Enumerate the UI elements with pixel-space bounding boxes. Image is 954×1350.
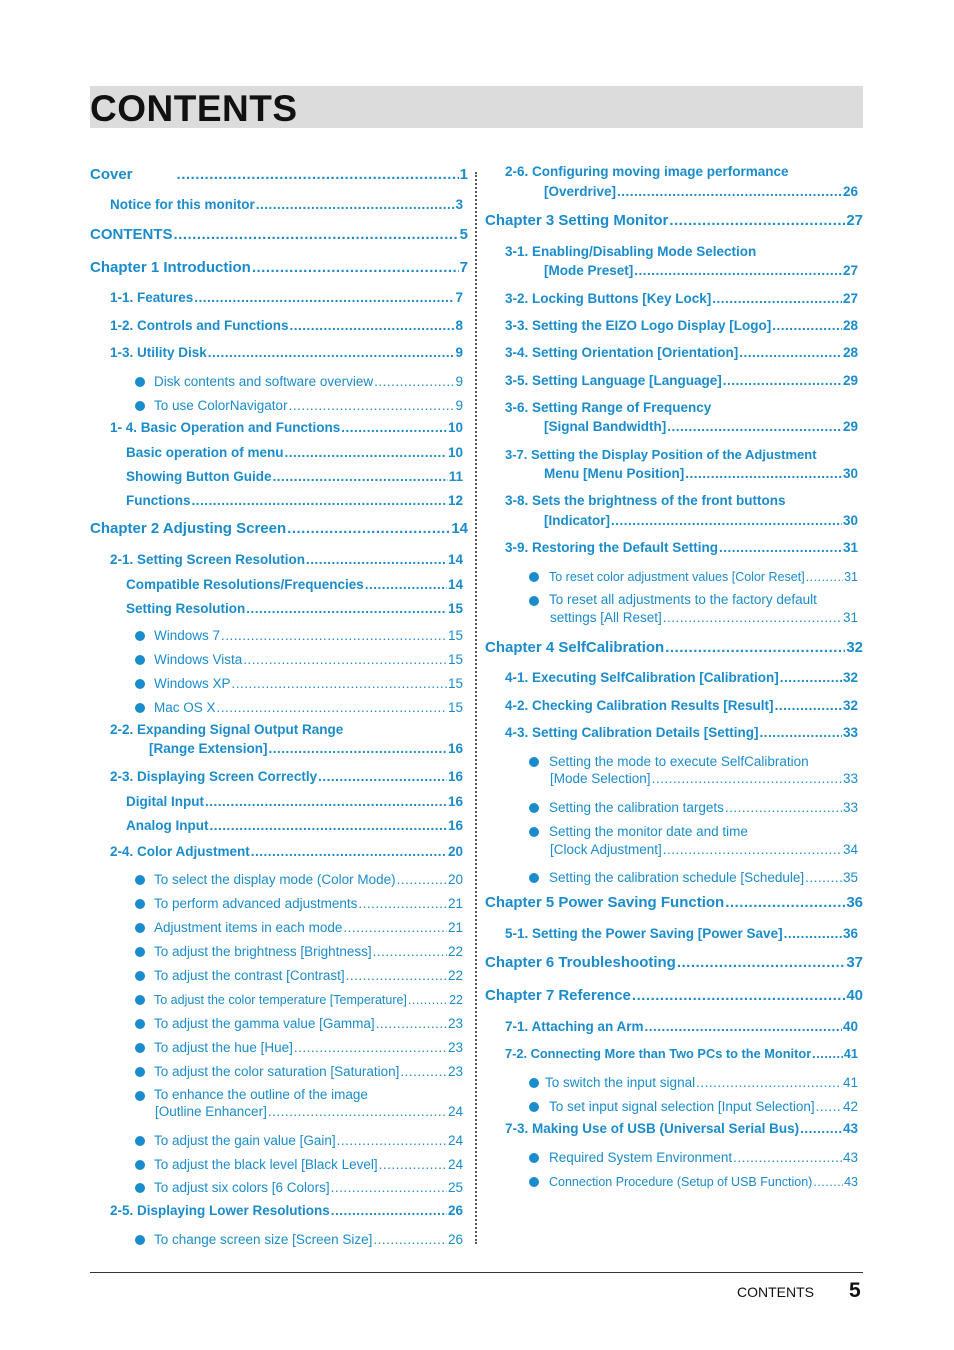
toc-entry-color-mode[interactable]: To select the display mode (Color Mode) ..... 20 [154, 871, 463, 889]
bullet-icon [135, 971, 145, 981]
toc-entry-adjustment-items[interactable]: Adjustment items in each mode ..... 21 [154, 919, 463, 937]
toc-entry-mac-os-x[interactable]: Mac OS X ..... 15 [154, 699, 463, 717]
toc-entry-2-6[interactable]: [Overdrive] ..... 26 [544, 183, 858, 201]
toc-entry-advanced-adjustments[interactable]: To perform advanced adjustments ..... 21 [154, 895, 463, 913]
toc-entry-3-1-line1: 3-1. Enabling/Disabling Mode Selection [505, 244, 757, 259]
toc-entry-setting-resolution[interactable]: Setting Resolution ..... 15 [126, 600, 463, 618]
bullet-icon [135, 703, 145, 713]
footer-section-label: CONTENTS [737, 1284, 814, 1300]
toc-entry-2-6-line1: 2-6. Configuring moving image performance [505, 164, 789, 179]
toc-entry-4-2[interactable]: 4-2. Checking Calibration Results [Result] ..... 32 [505, 697, 858, 715]
bullet-icon [135, 1183, 145, 1193]
toc-entry-contrast[interactable]: To adjust the contrast [Contrast] ..... 22 [154, 967, 463, 985]
bullet-icon [529, 873, 539, 883]
bullet-icon [135, 995, 145, 1005]
toc-entry-compatible-resolutions[interactable]: Compatible Resolutions/Frequencies ..... 14 [126, 576, 463, 594]
toc-entry-usb-connection[interactable]: Connection Procedure (Setup of USB Function) ..... 43 [549, 1173, 858, 1191]
toc-entry-1-2[interactable]: 1-2. Controls and Functions ..... 8 [110, 317, 463, 335]
bullet-icon [529, 1153, 539, 1163]
toc-entry-chapter-3[interactable]: Chapter 3 Setting Monitor ..... 27 [485, 211, 863, 230]
bullet-icon [135, 401, 145, 411]
toc-entry-3-5[interactable]: 3-5. Setting Language [Language] ..... 29 [505, 372, 858, 390]
toc-entry-3-7-line1: 3-7. Setting the Display Position of the Adjustment [505, 447, 817, 462]
toc-entry-1-3[interactable]: 1-3. Utility Disk ..... 9 [110, 344, 463, 362]
bullet-icon [135, 631, 145, 641]
toc-entry-5-1[interactable]: 5-1. Setting the Power Saving [Power Save] ..... 36 [505, 925, 858, 943]
toc-entry-2-4[interactable]: 2-4. Color Adjustment ..... 20 [110, 843, 463, 861]
toc-entry-2-2-line1: 2-2. Expanding Signal Output Range [110, 722, 344, 737]
footer-page-number: 5 [849, 1279, 861, 1302]
toc-entry-cover[interactable]: Cover ..... 1 [90, 165, 468, 184]
toc-entry-input-selection[interactable]: To set input signal selection [Input Selection] ..... 42 [549, 1098, 858, 1116]
bullet-icon [135, 1067, 145, 1077]
toc-entry-analog-input[interactable]: Analog Input ..... 16 [126, 817, 463, 835]
toc-entry-2-2[interactable]: [Range Extension] ..... 16 [149, 740, 463, 758]
toc-entry-gamma[interactable]: To adjust the gamma value [Gamma] ..... 23 [154, 1015, 463, 1033]
bullet-icon [529, 1177, 539, 1187]
toc-entry-saturation[interactable]: To adjust the color saturation [Saturation] ..... 23 [154, 1063, 463, 1081]
toc-entry-chapter-2[interactable]: Chapter 2 Adjusting Screen ..... 14 [90, 519, 468, 538]
toc-entry-hue[interactable]: To adjust the hue [Hue] ..... 23 [154, 1039, 463, 1057]
bullet-icon [135, 377, 145, 387]
toc-entry-chapter-6[interactable]: Chapter 6 Troubleshooting ..... 37 [485, 953, 863, 972]
toc-entry-all-reset-line1: To reset all adjustments to the factory default [549, 592, 817, 607]
toc-entry-outline-line1: To enhance the outline of the image [154, 1087, 368, 1102]
toc-entry-six-colors[interactable]: To adjust six colors [6 Colors] ..... 25 [154, 1179, 463, 1197]
bullet-icon [135, 1043, 145, 1053]
toc-entry-color-reset[interactable]: To reset color adjustment values [Color Reset] ..... 31 [549, 568, 858, 586]
bullet-icon [135, 899, 145, 909]
toc-entry-2-3[interactable]: 2-3. Displaying Screen Correctly ..... 16 [110, 768, 463, 786]
bullet-icon [135, 1136, 145, 1146]
toc-entry-switch-input[interactable]: To switch the input signal ..... 41 [545, 1074, 858, 1092]
toc-entry-chapter-5[interactable]: Chapter 5 Power Saving Function ..... 36 [485, 893, 863, 912]
bullet-icon [135, 947, 145, 957]
bullet-icon [529, 827, 539, 837]
toc-entry-3-8[interactable]: [Indicator] ..... 30 [544, 512, 858, 530]
toc-entry-3-7[interactable]: Menu [Menu Position] ..... 30 [544, 465, 858, 483]
bullet-icon [135, 1019, 145, 1029]
toc-entry-black-level[interactable]: To adjust the black level [Black Level] ..... 24 [154, 1156, 463, 1174]
bullet-icon [135, 655, 145, 665]
toc-entry-1-4[interactable]: 1- 4. Basic Operation and Functions ..... 10 [110, 419, 463, 437]
toc-entry-3-8-line1: 3-8. Sets the brightness of the front buttons [505, 493, 786, 508]
toc-entry-mode-selection-line1: Setting the mode to execute SelfCalibration [549, 754, 809, 769]
toc-entry-7-1[interactable]: 7-1. Attaching an Arm ..... 40 [505, 1018, 858, 1036]
bullet-icon [135, 875, 145, 885]
bullet-icon [529, 757, 539, 767]
toc-entry-1-1[interactable]: 1-1. Features ..... 7 [110, 289, 463, 307]
toc-entry-clock-adjustment[interactable]: [Clock Adjustment] ..... 34 [550, 841, 858, 859]
toc-entry-3-9[interactable]: 3-9. Restoring the Default Setting ..... 31 [505, 539, 858, 557]
toc-entry-7-3[interactable]: 7-3. Making Use of USB (Universal Serial Bus) ..... 43 [505, 1120, 858, 1138]
footer-divider [90, 1272, 863, 1273]
toc-entry-brightness[interactable]: To adjust the brightness [Brightness] ..... 22 [154, 943, 463, 961]
bullet-icon [135, 1235, 145, 1245]
toc-entry-schedule[interactable]: Setting the calibration schedule [Schedule] ..... 35 [549, 869, 858, 887]
toc-entry-3-6-line1: 3-6. Setting Range of Frequency [505, 400, 712, 415]
toc-entry-windows-vista[interactable]: Windows Vista ..... 15 [154, 651, 463, 669]
toc-entry-gain[interactable]: To adjust the gain value [Gain] ..... 24 [154, 1132, 463, 1150]
bullet-icon [135, 679, 145, 689]
toc-entry-mode-selection[interactable]: [Mode Selection] ..... 33 [550, 770, 858, 788]
toc-entry-screen-size[interactable]: To change screen size [Screen Size] ..... 26 [154, 1231, 463, 1249]
toc-entry-chapter-4[interactable]: Chapter 4 SelfCalibration ..... 32 [485, 638, 863, 657]
toc-entry-colornavigator[interactable]: To use ColorNavigator ..... 9 [154, 397, 463, 415]
toc-entry-outline-enhancer[interactable]: [Outline Enhancer] ..... 24 [155, 1103, 463, 1121]
toc-entry-temperature[interactable]: To adjust the color temperature [Temperature] ..... 22 [154, 991, 463, 1009]
toc-entry-calibration-targets[interactable]: Setting the calibration targets ..... 33 [549, 799, 858, 817]
toc-entry-4-3[interactable]: 4-3. Setting Calibration Details [Setting] ..... 33 [505, 724, 858, 742]
page-title: CONTENTS [90, 88, 298, 129]
bullet-icon [135, 1091, 145, 1101]
toc-entry-windows-xp[interactable]: Windows XP ..... 15 [154, 675, 463, 693]
bullet-icon [529, 596, 539, 606]
toc-entry-4-1[interactable]: 4-1. Executing SelfCalibration [Calibration] ..... 32 [505, 669, 858, 687]
toc-entry-system-environment[interactable]: Required System Environment ..... 43 [549, 1149, 858, 1167]
toc-entry-basic-operation[interactable]: Basic operation of menu ..... 10 [126, 444, 463, 462]
bullet-icon [529, 803, 539, 813]
toc-entry-2-5[interactable]: 2-5. Displaying Lower Resolutions ..... 26 [110, 1202, 463, 1220]
toc-entry-digital-input[interactable]: Digital Input ..... 16 [126, 793, 463, 811]
toc-entry-chapter-1[interactable]: Chapter 1 Introduction ..... 7 [90, 258, 468, 277]
toc-entry-windows-7[interactable]: Windows 7 ..... 15 [154, 627, 463, 645]
toc-entry-button-guide[interactable]: Showing Button Guide ..... 11 [126, 468, 463, 486]
toc-entry-3-4[interactable]: 3-4. Setting Orientation [Orientation] ..... 28 [505, 344, 858, 362]
toc-entry-3-2[interactable]: 3-2. Locking Buttons [Key Lock] ..... 27 [505, 290, 858, 308]
toc-entry-notice[interactable]: Notice for this monitor ..... 3 [110, 196, 463, 214]
toc-entry-contents[interactable]: CONTENTS ..... 5 [90, 225, 468, 244]
toc-entry-disk-contents[interactable]: Disk contents and software overview ..... 9 [154, 373, 463, 391]
bullet-icon [529, 572, 539, 582]
bullet-icon [135, 1160, 145, 1170]
toc-entry-clock-line1: Setting the monitor date and time [549, 824, 748, 839]
toc-entry-3-3[interactable]: 3-3. Setting the EIZO Logo Display [Logo] ..... 28 [505, 317, 858, 335]
bullet-icon [529, 1078, 539, 1088]
bullet-icon [529, 1102, 539, 1112]
bullet-icon [135, 923, 145, 933]
column-divider [475, 172, 477, 1244]
toc-entry-3-6[interactable]: [Signal Bandwidth] ..... 29 [544, 418, 858, 436]
toc-entry-7-2[interactable]: 7-2. Connecting More than Two PCs to the Monitor ..... 41 [505, 1045, 858, 1063]
toc-entry-chapter-7[interactable]: Chapter 7 Reference ..... 40 [485, 986, 863, 1005]
toc-entry-functions[interactable]: Functions ..... 12 [126, 492, 463, 510]
toc-entry-2-1[interactable]: 2-1. Setting Screen Resolution ..... 14 [110, 551, 463, 569]
title-bar [90, 86, 863, 128]
toc-entry-all-reset[interactable]: settings [All Reset] ..... 31 [550, 609, 858, 627]
toc-entry-3-1[interactable]: [Mode Preset] ..... 27 [544, 262, 858, 280]
